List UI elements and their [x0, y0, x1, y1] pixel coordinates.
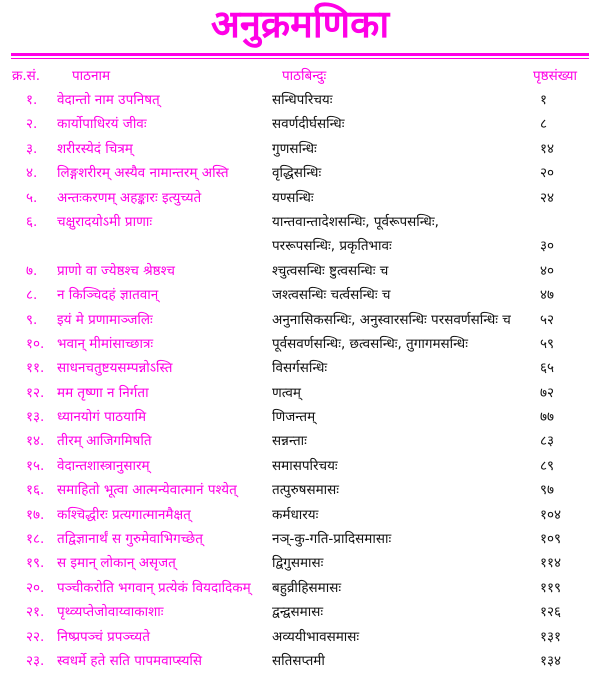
table-row[interactable]: [0, 88, 600, 112]
lesson-name[interactable]: चक्षुरादयोऽमी प्राणाः: [57, 213, 153, 230]
row-number: ३.: [26, 140, 38, 157]
table-row[interactable]: [0, 600, 600, 624]
row-number: २०.: [26, 579, 45, 596]
lesson-topic: पूर्वसवर्णसन्धिः, छत्वसन्धिः, तुगागमसन्धिः: [272, 335, 468, 352]
page-number: ५२: [540, 311, 555, 328]
table-header: [0, 64, 600, 86]
lesson-name[interactable]: निष्प्रपञ्चं प्रपञ्च्यते: [57, 628, 150, 645]
page-number: ५९: [540, 335, 555, 352]
table-row[interactable]: [0, 625, 600, 649]
row-number: ४.: [26, 165, 38, 182]
table-row[interactable]: [0, 112, 600, 136]
lesson-name[interactable]: साधनचतुष्टयसम्पन्नोऽस्ति: [57, 360, 173, 377]
lesson-topic: द्विगुसमासः: [272, 555, 324, 572]
table-row[interactable]: [0, 405, 600, 429]
header-lesson-name: पाठनाम: [72, 68, 111, 84]
lesson-name[interactable]: शरीरस्येदं चित्रम्: [57, 140, 133, 157]
lesson-name[interactable]: मम तृष्णा न निर्गता: [57, 384, 149, 401]
page-number: ७७: [540, 409, 555, 426]
lesson-topic: श्चुत्वसन्धिः ष्टुत्वसन्धिः च: [272, 262, 389, 279]
page-number: ४७: [540, 287, 555, 304]
lesson-topic: समासपरिचयः: [272, 457, 338, 474]
page-number: ८९: [540, 457, 555, 474]
row-number: १२.: [26, 384, 45, 401]
table-row[interactable]: [0, 551, 600, 575]
page-number: ४०: [540, 262, 555, 279]
table-row[interactable]: [0, 527, 600, 551]
page-number: १०४: [540, 506, 562, 523]
lesson-topic: कर्मधारयः: [272, 506, 319, 523]
lesson-name[interactable]: इयं मे प्रणामाञ्जलिः: [57, 311, 153, 328]
lesson-topic: यान्तवान्तादेशसन्धिः, पूर्वरूपसन्धिः,: [272, 213, 439, 230]
row-number: १०.: [26, 335, 45, 352]
row-number: १८.: [26, 531, 45, 548]
lesson-topic: सवर्णदीर्घसन्धिः: [272, 116, 345, 133]
page-number: २४: [540, 189, 555, 206]
table-row[interactable]: [0, 186, 600, 210]
table-of-contents: [0, 88, 600, 673]
page-number: ७२: [540, 384, 555, 401]
lesson-topic: सतिसप्तमी: [272, 653, 325, 669]
lesson-name[interactable]: भवान् मीमांसाच्छात्रः: [57, 335, 154, 352]
page-number: १२६: [540, 604, 562, 621]
row-number: १७.: [26, 506, 45, 523]
page-number: ६५: [540, 360, 555, 377]
lesson-topic: अव्ययीभावसमासः: [272, 628, 360, 645]
table-row[interactable]: [0, 332, 600, 356]
row-number: २.: [26, 116, 38, 133]
title-divider-thin: [11, 58, 589, 59]
table-row[interactable]: [0, 161, 600, 185]
lesson-name[interactable]: पृथ्व्यप्तेजोवाय्वाकाशाः: [57, 604, 164, 621]
table-row[interactable]: [0, 503, 600, 527]
page-number: १: [540, 92, 548, 108]
row-number: १६.: [26, 482, 45, 499]
row-number: १३.: [26, 409, 45, 426]
row-number: ७.: [26, 262, 38, 279]
lesson-name[interactable]: स्वधर्मे हते सति पापमवाप्स्यसि: [57, 653, 203, 669]
table-row[interactable]: [0, 478, 600, 502]
lesson-name[interactable]: तद्विज्ञानार्थं स गुरुमेवाभिगच्छेत्: [57, 531, 203, 548]
lesson-name[interactable]: वेदान्तो नाम उपनिषत्: [57, 92, 160, 108]
lesson-topic: द्वन्द्वसमासः: [272, 604, 324, 621]
page-number: ८: [540, 116, 548, 133]
lesson-topic: गुणसन्धिः: [272, 140, 317, 157]
header-lesson-topic: पाठबिन्दुः: [282, 68, 327, 84]
row-number: १५.: [26, 457, 45, 474]
page-number: १३४: [540, 653, 562, 669]
lesson-name[interactable]: कश्चिद्धीरः प्रत्यगात्मानमैक्षत्: [57, 506, 191, 523]
row-number: १९.: [26, 555, 45, 572]
lesson-name[interactable]: पञ्चीकरोति भगवान् प्रत्येकं वियदादिकम्: [57, 579, 251, 596]
title-divider-thick: [11, 53, 589, 56]
lesson-topic: अनुनासिकसन्धिः, अनुस्वारसन्धिः परसवर्णसन्धिः च: [272, 311, 511, 328]
lesson-name[interactable]: स इमान् लोकान् असृजत्: [57, 555, 176, 572]
page-number: १३१: [540, 628, 562, 645]
table-row[interactable]: [0, 259, 600, 283]
page-number: ८३: [540, 433, 555, 450]
table-row[interactable]: [0, 356, 600, 380]
page-number: ३०: [540, 238, 555, 255]
lesson-topic: विसर्गसन्धिः: [272, 360, 328, 377]
page-title: अनुक्रमणिका: [210, 2, 390, 46]
row-number: २२.: [26, 628, 45, 645]
lesson-name[interactable]: लिङ्गशरीरम् अस्यैव नामान्तरम् अस्ति: [57, 165, 229, 182]
lesson-topic: णत्वम्: [272, 384, 301, 401]
table-row[interactable]: [0, 210, 600, 259]
lesson-name[interactable]: तीरम् आजिगमिषति: [57, 433, 152, 450]
row-number: ११.: [26, 360, 45, 377]
lesson-name[interactable]: ध्यानयोगं पाठयामि: [57, 409, 147, 426]
table-row[interactable]: [0, 649, 600, 673]
lesson-topic: यण्सन्धिः: [272, 189, 314, 206]
lesson-topic: बहुव्रीहिसमासः: [272, 579, 342, 596]
row-number: ८.: [26, 287, 38, 304]
lesson-name[interactable]: प्राणो वा ज्येष्ठश्च श्रेष्ठश्च: [57, 262, 175, 279]
table-row[interactable]: [0, 454, 600, 478]
lesson-name[interactable]: समाहितो भूत्वा आत्मन्येवात्मानं पश्येत्: [57, 482, 237, 499]
lesson-name[interactable]: अन्तःकरणम् अहङ्कारः इत्युच्यते: [57, 189, 202, 206]
lesson-topic-continued: पररूपसन्धिः, प्रकृतिभावः: [272, 238, 392, 255]
page-number: २०: [540, 165, 555, 182]
table-row[interactable]: [0, 137, 600, 161]
header-page-number: पृष्ठसंख्या: [533, 68, 577, 84]
lesson-topic: वृद्धिसन्धिः: [272, 165, 322, 182]
page-number: ११४: [540, 555, 562, 572]
lesson-topic: णिजन्तम्: [272, 409, 316, 426]
lesson-topic: सन्धिपरिचयः: [272, 92, 333, 108]
lesson-name[interactable]: न किञ्चिदहं ज्ञातवान्: [57, 287, 159, 304]
table-row[interactable]: [0, 576, 600, 600]
row-number: १.: [26, 92, 38, 108]
lesson-name[interactable]: कार्योपाधिरयं जीवः: [57, 116, 147, 133]
page-number: १४: [540, 140, 555, 157]
row-number: २३.: [26, 653, 45, 669]
row-number: ६.: [26, 213, 38, 230]
table-row[interactable]: [0, 429, 600, 453]
row-number: ९.: [26, 311, 38, 328]
header-serial: क्र.सं.: [12, 68, 41, 84]
lesson-topic: तत्पुरुषसमासः: [272, 482, 340, 499]
row-number: २१.: [26, 604, 45, 621]
lesson-name[interactable]: वेदान्तशास्त्रानुसारम्: [57, 457, 150, 474]
page-number: ९७: [540, 482, 555, 499]
table-row[interactable]: [0, 308, 600, 332]
row-number: ५.: [26, 189, 38, 206]
lesson-topic: नञ्-कु-गति-प्रादिसमासाः: [272, 531, 392, 548]
lesson-topic: सन्नन्ताः: [272, 433, 307, 450]
row-number: १४.: [26, 433, 45, 450]
page-number: १०९: [540, 531, 562, 548]
table-row[interactable]: [0, 283, 600, 307]
table-row[interactable]: [0, 381, 600, 405]
lesson-topic: जश्त्वसन्धिः चर्त्वसन्धिः च: [272, 287, 391, 304]
page-number: ११९: [540, 579, 562, 596]
